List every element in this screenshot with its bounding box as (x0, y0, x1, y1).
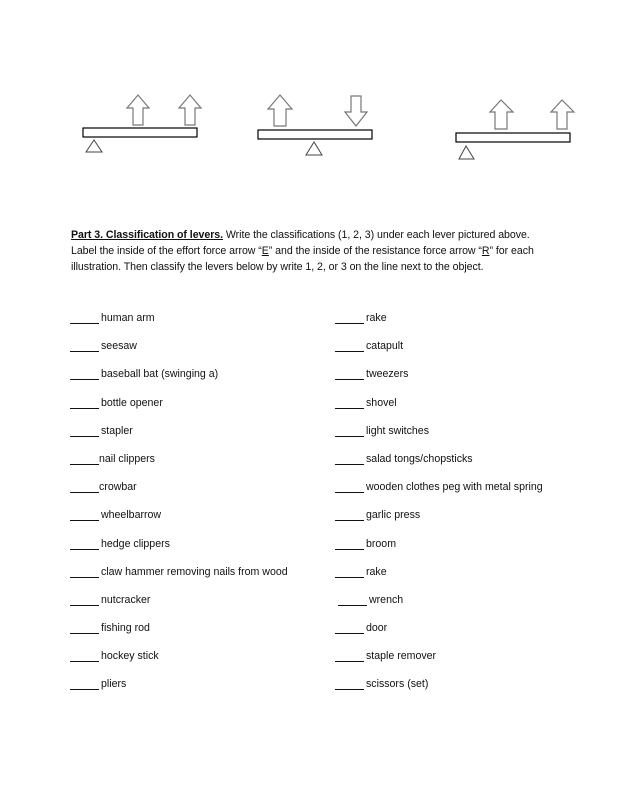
answer-blank[interactable] (335, 424, 364, 437)
answer-blank[interactable] (70, 480, 99, 493)
lever-3 (456, 100, 574, 159)
answer-blank[interactable] (70, 649, 99, 662)
list-item (335, 677, 543, 705)
lever-3-resistance-arrow-icon[interactable] (551, 100, 574, 129)
item-label: baseball bat (swinging a) (101, 368, 219, 381)
list-item (335, 621, 543, 649)
list-item (335, 537, 543, 565)
answer-blank[interactable] (70, 424, 99, 437)
answer-blank[interactable] (335, 396, 364, 409)
lever-1 (83, 95, 201, 152)
answer-blank[interactable] (335, 480, 364, 493)
instructions-line-2c: ” for each (489, 245, 534, 257)
item-label: stapler (101, 424, 133, 437)
instructions-line-1: Write the classifications (1, 2, 3) under each lever pictured above. (223, 229, 530, 241)
answer-blank[interactable] (335, 677, 364, 690)
list-item (335, 452, 543, 480)
item-label: rake (366, 565, 387, 578)
instructions-line-2a: Label the inside of the effort force arrow “ (71, 245, 262, 257)
instructions-line-3: illustration. Then classify the levers below by write 1, 2, or 3 on the line next to the object. (71, 261, 484, 273)
answer-blank[interactable] (335, 649, 364, 662)
list-item (70, 480, 288, 508)
lever-2 (258, 95, 372, 155)
answer-blank[interactable] (70, 396, 99, 409)
list-item (70, 367, 288, 395)
list-item (335, 480, 543, 508)
list-item (335, 565, 543, 593)
item-label: shovel (366, 396, 397, 409)
list-item (335, 424, 543, 452)
answer-blank[interactable] (70, 452, 99, 465)
lever-2-beam (258, 130, 372, 139)
answer-blank[interactable] (335, 452, 364, 465)
list-item (335, 593, 543, 621)
right-item-list (335, 311, 543, 706)
answer-blank[interactable] (70, 537, 99, 550)
item-label: claw hammer removing nails from wood (101, 565, 288, 578)
list-item (335, 367, 543, 395)
lever-1-effort-arrow-icon[interactable] (127, 95, 149, 125)
instructions-paragraph (71, 227, 561, 275)
answer-blank[interactable] (70, 565, 99, 578)
item-label: door (366, 622, 388, 635)
effort-letter: E (261, 245, 269, 257)
answer-blank[interactable] (335, 537, 364, 550)
item-label: staple remover (366, 650, 437, 663)
list-item (335, 311, 543, 339)
answer-blank[interactable] (70, 621, 99, 634)
item-label: nutcracker (101, 593, 151, 606)
lever-2-fulcrum-icon (306, 142, 322, 155)
answer-blank[interactable] (70, 311, 99, 324)
item-label: salad tongs/chopsticks (366, 452, 473, 465)
item-label: scissors (set) (366, 678, 429, 691)
resistance-letter: R (481, 245, 490, 257)
item-label: tweezers (366, 368, 409, 381)
item-label: bottle opener (101, 396, 163, 409)
answer-blank[interactable] (70, 593, 99, 606)
list-item (70, 537, 288, 565)
list-item (335, 508, 543, 536)
lever-diagrams (0, 0, 632, 200)
item-label: broom (366, 537, 397, 550)
list-item (70, 593, 288, 621)
answer-blank[interactable] (70, 367, 99, 380)
list-item (70, 565, 288, 593)
answer-blank[interactable] (70, 508, 99, 521)
answer-blank[interactable] (335, 508, 364, 521)
item-label: crowbar (99, 481, 137, 494)
lever-2-effort-arrow-icon[interactable] (268, 95, 292, 126)
list-item (70, 339, 288, 367)
item-label: nail clippers (99, 452, 155, 465)
lever-1-beam (83, 128, 197, 137)
answer-blank[interactable] (70, 677, 99, 690)
lever-2-resistance-arrow-icon[interactable] (345, 96, 367, 126)
answer-blank[interactable] (70, 339, 99, 352)
answer-blank[interactable] (335, 621, 364, 634)
list-item (70, 621, 288, 649)
item-label: wrench (369, 593, 404, 606)
list-item (335, 339, 543, 367)
instructions-line-2b: ” and the inside of the resistance force arrow “ (268, 245, 482, 257)
item-label: human arm (101, 312, 155, 324)
list-item (335, 649, 543, 677)
list-item (70, 508, 288, 536)
list-item (70, 677, 288, 705)
answer-blank[interactable] (335, 311, 364, 324)
list-item (70, 311, 288, 339)
item-label: wheelbarrow (101, 509, 162, 522)
part-heading: Part 3. Classification of levers. (71, 229, 224, 241)
list-item (70, 452, 288, 480)
item-label: seesaw (101, 340, 137, 353)
answer-blank[interactable] (335, 367, 364, 380)
item-label: rake (366, 312, 387, 324)
item-label: pliers (101, 678, 127, 691)
list-item (335, 396, 543, 424)
list-item (70, 649, 288, 677)
list-item (70, 396, 288, 424)
lever-3-beam (456, 133, 570, 142)
lever-1-fulcrum-icon (86, 140, 102, 152)
item-label: hedge clippers (101, 537, 170, 550)
item-label: wooden clothes peg with metal spring (366, 481, 543, 494)
lever-3-fulcrum-icon (459, 146, 474, 159)
left-item-list (70, 311, 288, 706)
answer-blank[interactable] (335, 339, 364, 352)
answer-blank[interactable] (335, 565, 364, 578)
answer-blank[interactable] (338, 593, 367, 606)
item-label: light switches (366, 424, 429, 437)
list-item (70, 424, 288, 452)
item-label: hockey stick (101, 650, 159, 663)
lever-1-resistance-arrow-icon[interactable] (179, 95, 201, 125)
item-label: fishing rod (101, 622, 150, 635)
item-label: garlic press (366, 509, 421, 522)
lever-3-effort-arrow-icon[interactable] (490, 100, 513, 129)
item-label: catapult (366, 340, 404, 353)
